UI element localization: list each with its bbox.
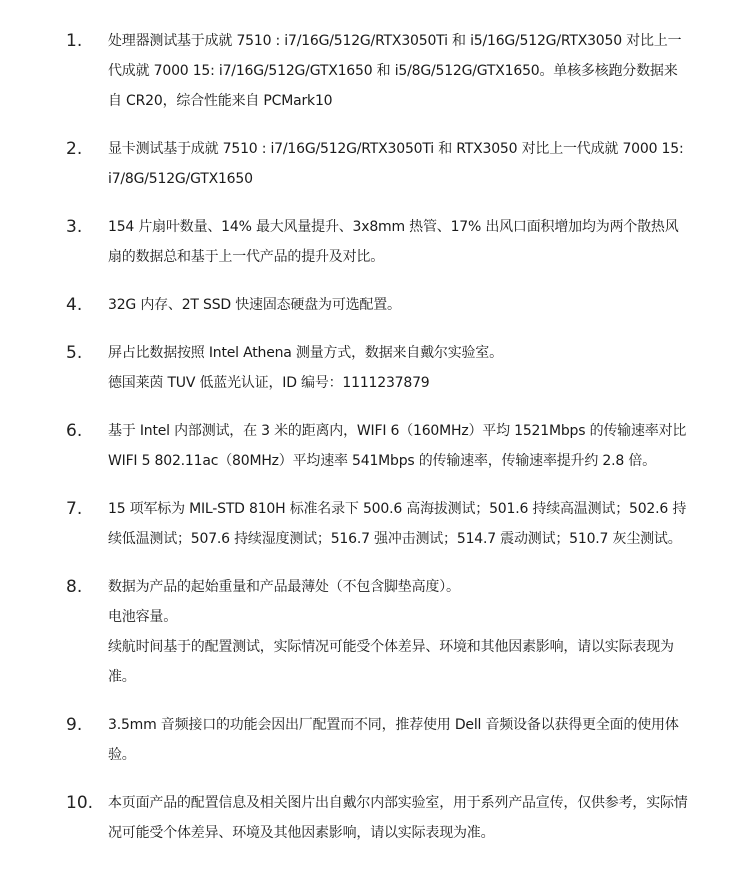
note-item-4 xyxy=(66,290,688,320)
note-text xyxy=(108,26,688,116)
note-text xyxy=(108,416,688,476)
note-text xyxy=(108,788,688,848)
note-number: 2. xyxy=(66,139,83,159)
note-number: 5. xyxy=(66,343,83,363)
note-line: 显卡测试基于成就 7510 : i7/16G/512G/RTX3050Ti 和 RTX3050 对比上一代成就 7000 15: i7/8G/512G/GTX1650 xyxy=(108,141,684,187)
note-item-7 xyxy=(66,494,688,554)
note-line: 屏占比数据按照 Intel Athena 测量方式，数据来自戴尔实验室。 xyxy=(108,345,503,361)
note-text xyxy=(108,572,688,692)
note-line: 电池容量。 xyxy=(108,609,177,625)
note-item-2 xyxy=(66,134,688,194)
note-item-3 xyxy=(66,212,688,272)
note-item-10 xyxy=(66,788,688,848)
note-number: 6. xyxy=(66,421,83,441)
note-line: 续航时间基于的配置测试，实际情况可能受个体差异、环境和其他因素影响，请以实际表现为准。 xyxy=(108,639,674,685)
note-number: 10. xyxy=(66,793,94,813)
note-text xyxy=(108,212,688,272)
note-number: 4. xyxy=(66,295,83,315)
note-line: 德国莱茵 TUV 低蓝光认证，ID 编号：1111237879 xyxy=(108,375,430,391)
note-item-6 xyxy=(66,416,688,476)
note-item-1 xyxy=(66,26,688,116)
note-item-9 xyxy=(66,710,688,770)
note-line: 数据为产品的起始重量和产品最薄处（不包含脚垫高度）。 xyxy=(108,579,460,595)
note-line: 32G 内存、2T SSD 快速固态硬盘为可选配置。 xyxy=(108,297,401,313)
note-line: 154 片扇叶数量、14% 最大风量提升、3x8mm 热管、17% 出风口面积增加均为两个散热风扇的数据总和基于上一代产品的提升及对比。 xyxy=(108,219,679,265)
note-number: 1. xyxy=(66,31,83,51)
note-line: 本页面产品的配置信息及相关图片出自戴尔内部实验室，用于系列产品宣传，仅供参考，实际情况可能受个体差异、环境及其他因素影响，请以实际表现为准。 xyxy=(108,795,688,841)
note-number: 7. xyxy=(66,499,83,519)
note-number: 3. xyxy=(66,217,83,237)
note-item-5 xyxy=(66,338,688,398)
note-number: 8. xyxy=(66,577,83,597)
note-line: 基于 Intel 内部测试，在 3 米的距离内，WIFI 6（160MHz）平均 1521Mbps 的传输速率对比 WIFI 5 802.11ac（80MHz）平均速率 541Mbps 的传输速率，传输速率提升约 2.8 倍。 xyxy=(108,423,687,469)
note-item-8 xyxy=(66,572,688,692)
note-line: 3.5mm 音频接口的功能会因出厂配置而不同，推荐使用 Dell 音频设备以获得更全面的使用体验。 xyxy=(108,717,679,763)
note-line: 15 项军标为 MIL-STD 810H 标准名录下 500.6 高海拔测试；501.6 持续高温测试；502.6 持续低温测试；507.6 持续湿度测试；516.7 强冲击测试；514.7 震动测试；510.7 灰尘测试。 xyxy=(108,501,687,547)
note-number: 9. xyxy=(66,715,83,735)
note-text xyxy=(108,290,688,320)
note-text xyxy=(108,710,688,770)
note-text xyxy=(108,338,688,398)
note-text xyxy=(108,494,688,554)
note-line: 处理器测试基于成就 7510 : i7/16G/512G/RTX3050Ti 和 i5/16G/512G/RTX3050 对比上一代成就 7000 15: i7/16G/512G/GTX1650 和 i5/8G/512G/GTX1650。单核多核跑分数据来自 CR20，综合性能来自 PCMark10 xyxy=(108,33,682,109)
note-text xyxy=(108,134,688,194)
